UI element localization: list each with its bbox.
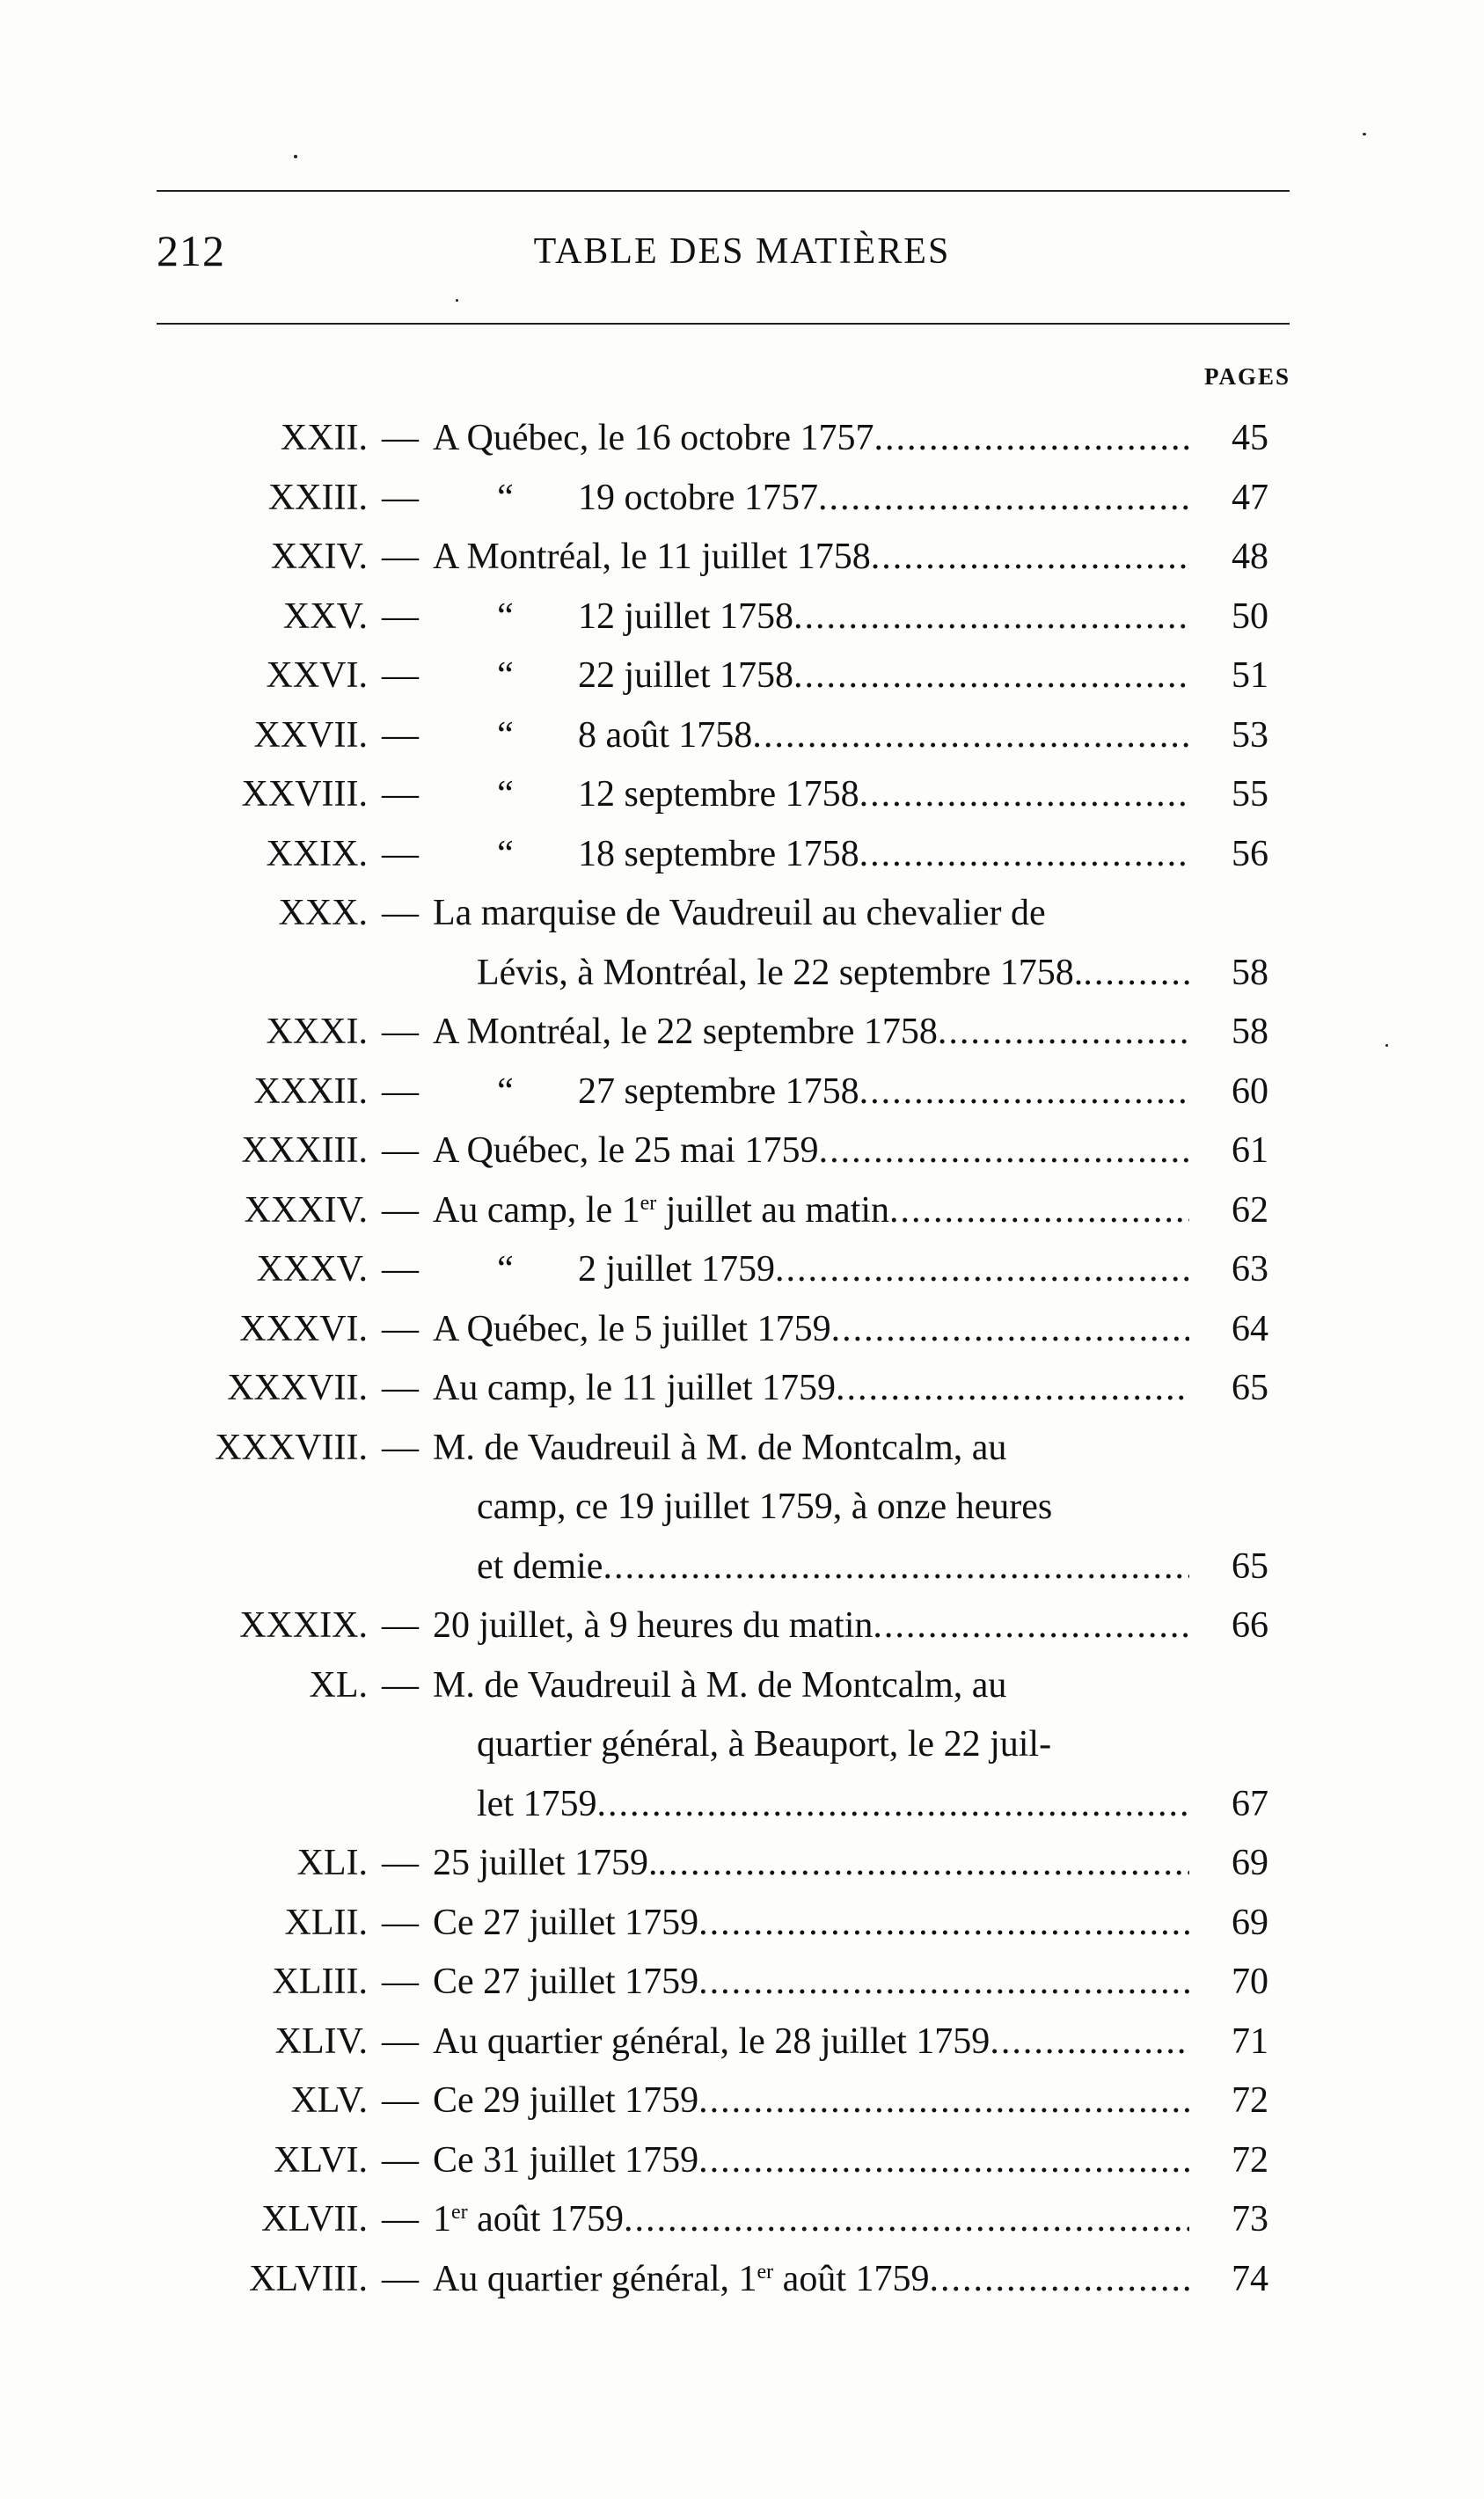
entry-title-line xyxy=(433,409,1189,469)
entry-title-text: M. de Vaudreuil à M. de Montcalm, au xyxy=(433,1427,1007,1468)
entry-dash: — xyxy=(382,1308,419,1349)
pages-column-label: PAGES xyxy=(1203,363,1290,390)
entry-title xyxy=(433,765,1189,825)
ditto-mark: “ xyxy=(497,596,514,637)
dot-leader xyxy=(624,2190,1189,2250)
entry-dash: — xyxy=(382,1664,419,1706)
entry-title xyxy=(433,1122,1189,1181)
entry-title-line xyxy=(433,1538,1189,1597)
entry-dash: — xyxy=(382,2020,419,2062)
entry-title-line xyxy=(433,588,1189,647)
entry-dash: — xyxy=(382,537,419,577)
dot-leader xyxy=(990,2013,1189,2072)
entry-page-number: 56 xyxy=(1232,833,1268,874)
ditto-mark: “ xyxy=(497,477,514,518)
entry-dash: — xyxy=(382,833,419,874)
entry-title-line xyxy=(433,2131,1189,2191)
dot-leader xyxy=(1083,944,1189,1004)
entry-numeral: XXXIX. xyxy=(239,1605,368,1646)
entry-title-text: Ce 29 juillet 1759 xyxy=(433,2080,699,2121)
entry-page-number: 55 xyxy=(1232,774,1268,815)
entry-title-line xyxy=(433,765,1189,825)
dot-leader xyxy=(596,1775,1189,1835)
entry-title xyxy=(433,825,1189,885)
entry-title-line xyxy=(433,1181,1189,1241)
dot-leader xyxy=(793,647,1189,706)
entry-page-number: 50 xyxy=(1232,596,1268,637)
entry-title xyxy=(433,706,1189,766)
entry-title-text: let 1759 xyxy=(477,1783,597,1824)
entry-numeral: XXXIII. xyxy=(241,1130,368,1171)
entry-title xyxy=(433,2190,1189,2250)
entry-page-number: 61 xyxy=(1232,1130,1268,1171)
entry-dash: — xyxy=(382,714,419,756)
toc-entry xyxy=(0,1122,1484,1181)
entry-title-text: 2 juillet 1759 xyxy=(578,1249,775,1290)
entry-numeral: XXIX. xyxy=(266,833,368,874)
dot-leader xyxy=(859,765,1189,825)
entry-page-number: 66 xyxy=(1232,1605,1268,1646)
toc-entry xyxy=(0,1063,1484,1122)
dot-leader xyxy=(698,2072,1189,2131)
entry-title-text: 1er août 1759 xyxy=(433,2199,624,2240)
entry-numeral: XXXI. xyxy=(266,1012,368,1052)
page-number: 212 xyxy=(157,226,225,275)
entry-dash: — xyxy=(382,1189,419,1231)
toc-entry xyxy=(0,588,1484,647)
entry-title-line xyxy=(433,1775,1189,1835)
entry-numeral: XXX. xyxy=(278,893,368,933)
entry-title-text: camp, ce 19 juillet 1759, à onze heures xyxy=(477,1487,1053,1527)
entry-title-text: 18 septembre 1758 xyxy=(578,833,859,874)
entry-title-line xyxy=(433,825,1189,885)
entry-title xyxy=(433,2250,1189,2310)
entry-title xyxy=(433,1240,1189,1300)
entry-page-number: 62 xyxy=(1232,1189,1268,1231)
entry-dash: — xyxy=(382,1368,419,1408)
dot-leader xyxy=(929,2250,1189,2310)
entry-numeral: XLVI. xyxy=(274,2139,368,2181)
entry-title xyxy=(433,1597,1189,1656)
entry-title-text: A Québec, le 5 juillet 1759 xyxy=(433,1308,831,1349)
entry-title-text: Au camp, le 1er juillet au matin xyxy=(433,1189,890,1231)
entry-page-number: 72 xyxy=(1232,2139,1268,2181)
ditto-mark: “ xyxy=(497,833,514,874)
entry-title-text: Au camp, le 11 juillet 1759 xyxy=(433,1368,837,1408)
entry-page-number: 51 xyxy=(1232,655,1268,696)
entry-dash: — xyxy=(382,1249,419,1290)
entry-title xyxy=(433,1063,1189,1122)
toc-entry xyxy=(0,1240,1484,1300)
dot-leader xyxy=(698,2131,1189,2191)
page-title: TABLE DES MATIÈRES xyxy=(533,231,951,272)
entry-title-text: Au quartier général, 1er août 1759 xyxy=(433,2258,930,2299)
entry-title-line xyxy=(433,1894,1189,1954)
toc-entry xyxy=(0,1834,1484,1894)
entry-page-number: 67 xyxy=(1232,1783,1268,1824)
entry-dash: — xyxy=(382,2258,419,2299)
entry-title-text: quartier général, à Beauport, le 22 juil- xyxy=(477,1724,1052,1765)
entry-title-line xyxy=(433,1953,1189,2013)
toc-entry xyxy=(0,1359,1484,1419)
entry-title xyxy=(433,1656,1189,1835)
dot-leader xyxy=(938,1003,1189,1063)
entry-title xyxy=(433,528,1189,588)
ditto-mark: “ xyxy=(497,655,514,696)
entry-title-text: et demie xyxy=(477,1545,603,1587)
entry-title-line xyxy=(433,1834,1189,1894)
entry-title xyxy=(433,1003,1189,1063)
toc-entry xyxy=(0,2190,1484,2250)
entry-title xyxy=(433,1834,1189,1894)
entry-page-number: 48 xyxy=(1232,537,1268,577)
entry-numeral: XXXII. xyxy=(253,1070,368,1112)
entry-dash: — xyxy=(382,1605,419,1646)
entry-numeral: XLI. xyxy=(296,1843,368,1883)
entry-dash: — xyxy=(382,2080,419,2121)
entry-page-number: 58 xyxy=(1232,1012,1268,1052)
toc-entry xyxy=(0,1003,1484,1063)
entry-dash: — xyxy=(382,1902,419,1943)
entry-numeral: XXVI. xyxy=(266,655,368,696)
print-speck xyxy=(294,155,297,158)
toc-entry xyxy=(0,706,1484,766)
entry-title xyxy=(433,2131,1189,2191)
entry-numeral: XXXIV. xyxy=(244,1189,368,1231)
entry-numeral: XLV. xyxy=(290,2080,368,2121)
entry-numeral: XXII. xyxy=(280,418,368,458)
dot-leader xyxy=(818,469,1189,529)
dot-leader xyxy=(859,825,1189,885)
print-speck xyxy=(1363,133,1366,135)
entry-page-number: 73 xyxy=(1232,2199,1268,2240)
entry-dash: — xyxy=(382,1962,419,2002)
entry-numeral: XLIV. xyxy=(274,2020,368,2062)
dot-leader xyxy=(775,1240,1189,1300)
entry-dash: — xyxy=(382,1130,419,1171)
top-rule xyxy=(157,190,1290,192)
entry-title-text: 12 juillet 1758 xyxy=(578,596,793,637)
entry-page-number: 60 xyxy=(1232,1070,1268,1112)
entry-title-line xyxy=(433,1597,1189,1656)
entry-title-text: A Montréal, le 11 juillet 1758 xyxy=(433,537,871,577)
entry-title-line xyxy=(433,884,1189,944)
entry-title-text: Ce 27 juillet 1759 xyxy=(433,1962,699,2002)
entry-title-line xyxy=(433,1003,1189,1063)
entry-title xyxy=(433,1894,1189,1954)
ditto-mark: “ xyxy=(497,1249,514,1290)
entry-title-text: 12 septembre 1758 xyxy=(578,774,859,815)
ditto-mark: “ xyxy=(497,774,514,815)
dot-leader xyxy=(873,1597,1189,1656)
dot-leader xyxy=(889,1181,1189,1241)
entry-numeral: XXXVII. xyxy=(227,1368,368,1408)
entry-title xyxy=(433,647,1189,706)
entry-page-number: 53 xyxy=(1232,714,1268,756)
toc-entry xyxy=(0,884,1484,1003)
entry-title xyxy=(433,2072,1189,2131)
entry-title xyxy=(433,2013,1189,2072)
ditto-mark: “ xyxy=(497,714,514,756)
entry-title-text: M. de Vaudreuil à M. de Montcalm, au xyxy=(433,1664,1007,1706)
entry-title-text: 27 septembre 1758 xyxy=(578,1070,859,1112)
entry-page-number: 45 xyxy=(1232,418,1268,458)
entry-title-text: A Montréal, le 22 septembre 1758 xyxy=(433,1012,938,1052)
entry-title xyxy=(433,409,1189,469)
entry-title-line xyxy=(433,1359,1189,1419)
dot-leader xyxy=(831,1300,1189,1360)
entry-page-number: 65 xyxy=(1232,1545,1268,1587)
entry-title-line xyxy=(433,2190,1189,2250)
entry-numeral: XXV. xyxy=(282,596,368,637)
entry-numeral: XLVII. xyxy=(261,2199,368,2240)
entry-dash: — xyxy=(382,477,419,518)
entry-page-number: 69 xyxy=(1232,1902,1268,1943)
entry-dash: — xyxy=(382,1427,419,1468)
dot-leader xyxy=(658,1834,1190,1894)
entry-numeral: XLIII. xyxy=(272,1962,368,2002)
dot-leader xyxy=(793,588,1189,647)
toc-entry xyxy=(0,409,1484,469)
toc-entry xyxy=(0,825,1484,885)
entry-title-line xyxy=(433,528,1189,588)
entry-numeral: XXVIII. xyxy=(241,774,368,815)
toc-entry xyxy=(0,2072,1484,2131)
entry-numeral: XL. xyxy=(309,1664,368,1706)
entry-dash: — xyxy=(382,655,419,696)
toc-entry xyxy=(0,469,1484,529)
dot-leader xyxy=(859,1063,1189,1122)
entry-title-line xyxy=(433,2250,1189,2310)
entry-title-text: 25 juillet 1759. xyxy=(433,1843,658,1883)
toc-entry xyxy=(0,1953,1484,2013)
entry-title-line xyxy=(433,1656,1189,1716)
ditto-mark: “ xyxy=(497,1070,514,1112)
toc-entry xyxy=(0,1894,1484,1954)
dot-leader xyxy=(871,528,1189,588)
entry-title-line xyxy=(433,1419,1189,1479)
entry-page-number: 72 xyxy=(1232,2080,1268,2121)
toc-entry xyxy=(0,2013,1484,2072)
entry-title xyxy=(433,1419,1189,1597)
entry-title-line xyxy=(433,1063,1189,1122)
entry-dash: — xyxy=(382,596,419,637)
entry-title-text: 20 juillet, à 9 heures du matin xyxy=(433,1605,874,1646)
entry-title-text: Au quartier général, le 28 juillet 1759 xyxy=(433,2020,991,2062)
entry-title-line xyxy=(433,706,1189,766)
entry-page-number: 70 xyxy=(1232,1962,1268,2002)
toc-entry xyxy=(0,1181,1484,1241)
entry-title-text: Ce 31 juillet 1759 xyxy=(433,2139,699,2181)
entry-numeral: XXXVI. xyxy=(239,1308,368,1349)
dot-leader xyxy=(836,1359,1189,1419)
entry-dash: — xyxy=(382,1843,419,1883)
entry-page-number: 58 xyxy=(1232,952,1268,993)
toc-entry xyxy=(0,647,1484,706)
dot-leader xyxy=(698,1894,1189,1954)
entry-dash: — xyxy=(382,418,419,458)
toc-entry xyxy=(0,1597,1484,1656)
entry-title xyxy=(433,1181,1189,1241)
entry-dash: — xyxy=(382,1070,419,1112)
entry-page-number: 47 xyxy=(1232,477,1268,518)
entry-dash: — xyxy=(382,1012,419,1052)
dot-leader xyxy=(603,1538,1189,1597)
toc-entry xyxy=(0,1300,1484,1360)
entry-numeral: XLII. xyxy=(284,1902,368,1943)
dot-leader xyxy=(752,706,1189,766)
toc-entry xyxy=(0,1419,1484,1597)
entry-dash: — xyxy=(382,2139,419,2181)
print-speck xyxy=(456,299,458,302)
entry-title-text: A Québec, le 16 octobre 1757 xyxy=(433,418,874,458)
entry-title-line xyxy=(433,647,1189,706)
dot-leader xyxy=(698,1953,1189,2013)
entry-title-text: A Québec, le 25 mai 1759 xyxy=(433,1130,819,1171)
entry-numeral: XXIII. xyxy=(267,477,368,518)
header-rule xyxy=(157,323,1290,325)
entry-dash: — xyxy=(382,774,419,815)
entry-title xyxy=(433,1953,1189,2013)
entry-title xyxy=(433,884,1189,1003)
entry-title-line xyxy=(433,2013,1189,2072)
entry-title-text: La marquise de Vaudreuil au chevalier de xyxy=(433,893,1046,933)
entry-title-line xyxy=(433,1715,1189,1775)
entry-dash: — xyxy=(382,893,419,933)
entry-page-number: 64 xyxy=(1232,1308,1268,1349)
entry-title xyxy=(433,588,1189,647)
entry-title-line xyxy=(433,469,1189,529)
entry-title-line xyxy=(433,1300,1189,1360)
entry-numeral: XLVIII. xyxy=(249,2258,368,2299)
entry-title-text: Ce 27 juillet 1759 xyxy=(433,1902,699,1943)
entry-title xyxy=(433,469,1189,529)
toc-entry xyxy=(0,528,1484,588)
entry-title-text: Lévis, à Montréal, le 22 septembre 1758. xyxy=(477,952,1084,993)
entry-page-number: 69 xyxy=(1232,1843,1268,1883)
table-of-contents xyxy=(0,409,1484,2309)
entry-page-number: 74 xyxy=(1232,2258,1268,2299)
entry-title xyxy=(433,1300,1189,1360)
entry-page-number: 63 xyxy=(1232,1249,1268,1290)
entry-title-line xyxy=(433,1122,1189,1181)
entry-numeral: XXIV. xyxy=(270,537,368,577)
entry-title-line xyxy=(433,1478,1189,1538)
entry-numeral: XXXV. xyxy=(256,1249,368,1290)
entry-title-text: 19 octobre 1757 xyxy=(578,477,818,518)
toc-entry xyxy=(0,2250,1484,2310)
entry-page-number: 71 xyxy=(1232,2020,1268,2062)
dot-leader xyxy=(874,409,1189,469)
entry-page-number: 65 xyxy=(1232,1368,1268,1408)
toc-entry xyxy=(0,2131,1484,2191)
entry-numeral: XXXVIII. xyxy=(215,1427,368,1468)
toc-entry xyxy=(0,765,1484,825)
entry-dash: — xyxy=(382,2199,419,2240)
entry-title-line xyxy=(433,2072,1189,2131)
entry-title-line xyxy=(433,944,1189,1004)
entry-title-line xyxy=(433,1240,1189,1300)
entry-title-text: 8 août 1758 xyxy=(578,714,753,756)
entry-title xyxy=(433,1359,1189,1419)
dot-leader xyxy=(819,1122,1189,1181)
entry-numeral: XXVII. xyxy=(253,714,368,756)
entry-title-text: 22 juillet 1758 xyxy=(578,655,793,696)
toc-entry xyxy=(0,1656,1484,1835)
